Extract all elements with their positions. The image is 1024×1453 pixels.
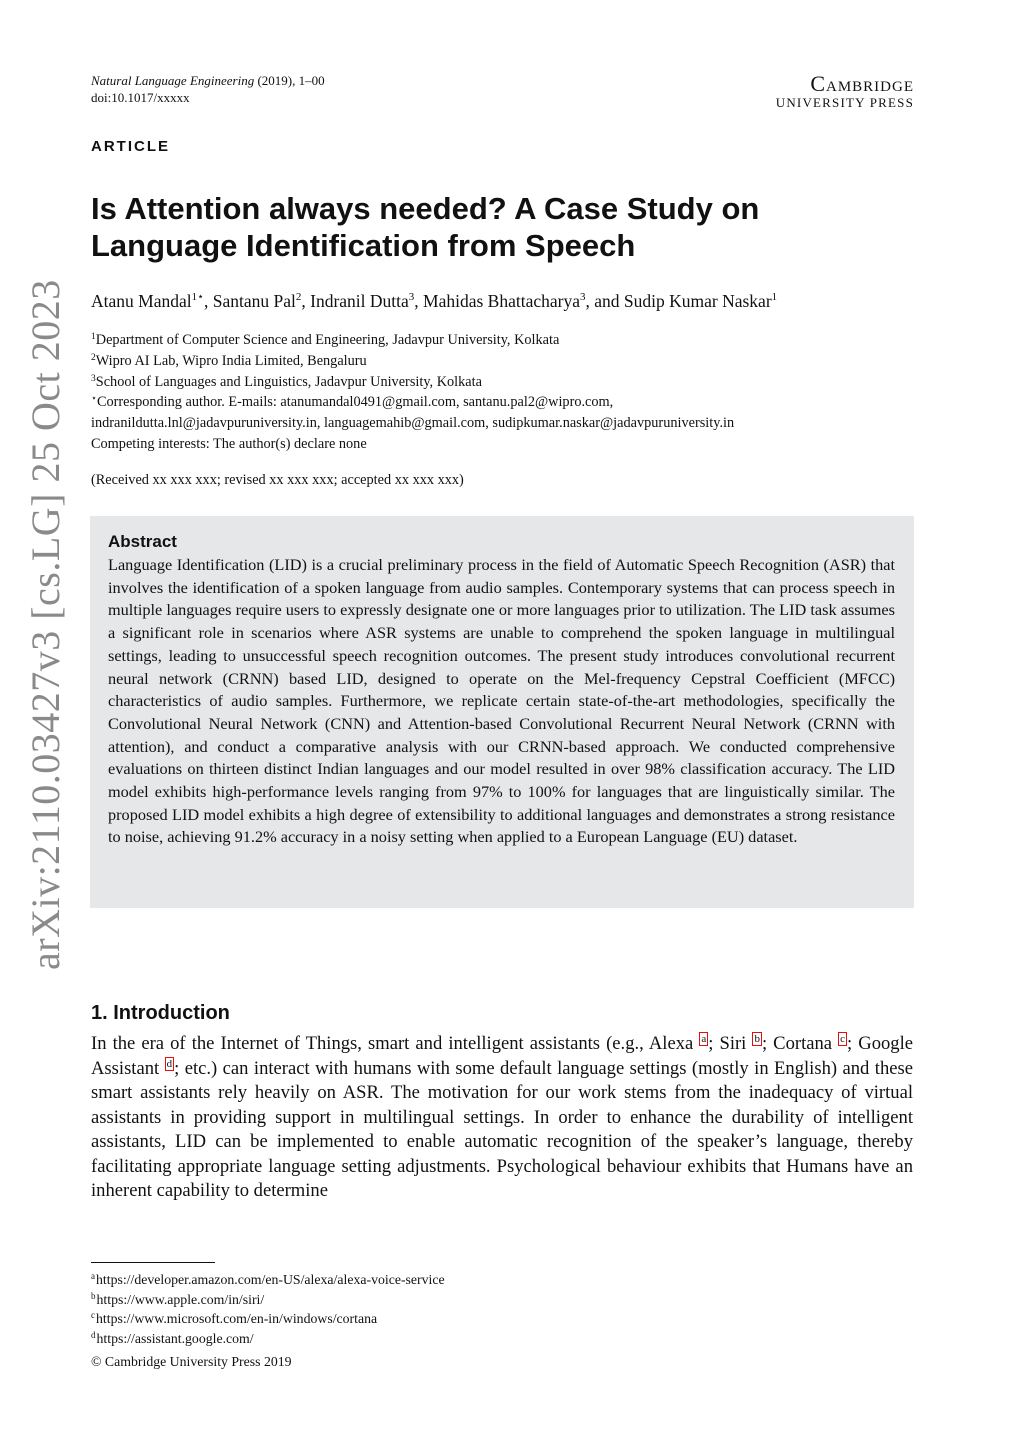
footnote-link[interactable]: https://www.apple.com/in/siri/ xyxy=(96,1291,265,1307)
corresponding-text: Corresponding author. E-mails: atanumandal0491@gmail.com, santanu.pal2@wipro.com, xyxy=(96,394,614,411)
journal-info xyxy=(91,72,325,106)
footnote-mark: c xyxy=(91,1310,95,1320)
author: Sudip Kumar Naskar xyxy=(623,290,772,311)
author-mark: 2 xyxy=(295,291,302,303)
author-mark: 3 xyxy=(579,291,586,303)
corresponding-author xyxy=(91,392,921,413)
affiliation-mark: 2 xyxy=(91,352,96,363)
footnote-ref-b[interactable]: b xyxy=(754,1033,760,1045)
affiliation-text: Department of Computer Science and Engineering, Jadavpur University, Kolkata xyxy=(95,332,560,348)
doi[interactable]: doi:10.1017/xxxxx xyxy=(91,90,190,105)
intro-text-run: ; Google Assistant xyxy=(91,1033,913,1079)
footnote-d xyxy=(91,1329,445,1349)
author-mark: 1 xyxy=(771,291,778,303)
footnote-ref-c[interactable]: c xyxy=(840,1033,846,1045)
author-separator: , xyxy=(414,290,424,311)
introduction-paragraph xyxy=(91,1032,913,1204)
author: Atanu Mandal xyxy=(91,290,192,311)
affiliation-text: School of Languages and Linguistics, Jadavpur University, Kolkata xyxy=(95,373,482,390)
author-separator: , xyxy=(301,290,311,311)
author-mark: 3 xyxy=(408,291,415,303)
affiliations xyxy=(91,330,921,455)
copyright-notice: © Cambridge University Press 2019 xyxy=(91,1354,292,1369)
author: Santanu Pal xyxy=(212,290,296,311)
author: Mahidas Bhattacharya xyxy=(423,290,580,311)
footnotes xyxy=(91,1270,445,1348)
footnote-rule xyxy=(91,1262,215,1263)
title-line-2: Language Identification from Speech xyxy=(91,228,636,263)
journal-meta: (2019), 1–00 xyxy=(254,73,325,88)
affiliation-3 xyxy=(91,372,921,393)
affiliation-2 xyxy=(91,351,921,372)
footnote-ref-d[interactable]: d xyxy=(166,1057,173,1070)
affiliation-1 xyxy=(91,330,921,351)
arxiv-side-stamp: arXiv:2110.03427v3 [cs.LG] 25 Oct 2023 xyxy=(23,279,68,970)
footnote-a xyxy=(91,1270,445,1290)
section-heading-introduction: 1. Introduction xyxy=(91,1002,230,1024)
footnote-ref-a[interactable]: a xyxy=(701,1033,707,1045)
publisher-subtitle: UNIVERSITY PRESS xyxy=(775,95,914,110)
footnote-mark: d xyxy=(91,1329,96,1340)
author-emails: indranildutta.lnl@jadavpuruniversity.in, languagemahib@gmail.com, sudipkumar.naskar@jadavpuruniversity.in xyxy=(91,415,735,432)
article-label: ARTICLE xyxy=(91,138,170,155)
footnote-mark: a xyxy=(91,1271,95,1281)
footnote-b xyxy=(91,1290,445,1310)
affiliation-mark: 3 xyxy=(91,373,96,384)
affiliation-mark: 1 xyxy=(91,332,96,342)
footnote-link[interactable]: https://developer.amazon.com/en-US/alexa/alexa-voice-service xyxy=(96,1272,445,1287)
publisher-logo xyxy=(760,72,914,110)
intro-text-run: In the era of the Internet of Things, smart and intelligent assistants (e.g., Alexa xyxy=(91,1033,700,1054)
publisher-name: Cambridge xyxy=(810,71,914,96)
title-line-1: Is Attention always needed? A Case Study on xyxy=(91,191,760,226)
paper-title xyxy=(91,190,911,264)
competing-interests: Competing interests: The author(s) declare none xyxy=(91,435,367,452)
author-separator: , and xyxy=(585,290,624,311)
intro-text-run: ; Siri xyxy=(708,1033,753,1054)
corresponding-mark: ⋆ xyxy=(91,394,97,405)
author-mark: 1⋆ xyxy=(191,291,204,303)
author: Indranil Dutta xyxy=(310,290,409,311)
footnote-link[interactable]: https://www.microsoft.com/en-in/windows/cortana xyxy=(96,1311,378,1326)
abstract-text: Language Identification (LID) is a crucial preliminary process in the field of Automatic Speech Recognition (ASR) that involves the identification of a spoken language from audio samples. Contemporary systems that can process speech in multiple languages require users to expressly designate one or more languages prior to utilization. The LID task assumes a significant role in scenarios where ASR systems are unable to comprehend the spoken language in multilingual settings, leading to unsuccessful speech recognition outcomes. The present study introduces convolutional recurrent neural network (CRNN) based LID, designed to operate on the Mel-frequency Cepstral Coefficient (MFCC) characteristics of audio samples. Furthermore, we replicate certain state-of-the-art methodologies, specifically the Convolutional Neural Network (CNN) and Attention-based Convolutional Recurrent Neural Network (CRNN with attention), and conduct a comparative analysis with our CRNN-based approach. We conducted comprehensive evaluations on thirteen distinct Indian languages and our model resulted in over 98% classification accuracy. The LID model exhibits high-performance levels ranging from 97% to 100% for languages that are linguistically similar. The proposed LID model exhibits a high degree of extensibility to additional languages and demonstrates a strong resistance to noise, achieving 91.2% accuracy in a noisy setting when applied to a European Language (EU) dataset. xyxy=(108,555,895,847)
intro-text-run: ; etc.) can interact with humans with some default language settings (mostly in English) and these smart assistants rely heavily on ASR. The motivation for our work stems from the inadequacy of virtual assistants in providing support in multilingual settings. In order to enhance the durability of intelligent assistants, LID can be implemented to enable automatic recognition of the speaker’s language, thereby facilitating appropriate language setting adjustments. Psychological behaviour exhibits that Humans have an inherent capability to determine xyxy=(91,1057,913,1201)
footnote-link[interactable]: https://assistant.google.com/ xyxy=(96,1330,254,1346)
abstract-heading: Abstract xyxy=(108,532,177,551)
footnote-c xyxy=(91,1309,445,1329)
intro-text-run: ; Cortana xyxy=(761,1033,839,1054)
footnote-mark: b xyxy=(91,1290,96,1301)
author-list xyxy=(91,290,921,312)
affiliation-text: Wipro AI Lab, Wipro India Limited, Bengaluru xyxy=(95,352,367,369)
received-dates: (Received xx xxx xxx; revised xx xxx xxx; accepted xx xxx xxx) xyxy=(91,472,464,488)
author-separator: , xyxy=(204,290,213,311)
journal-name: Natural Language Engineering xyxy=(91,73,255,88)
